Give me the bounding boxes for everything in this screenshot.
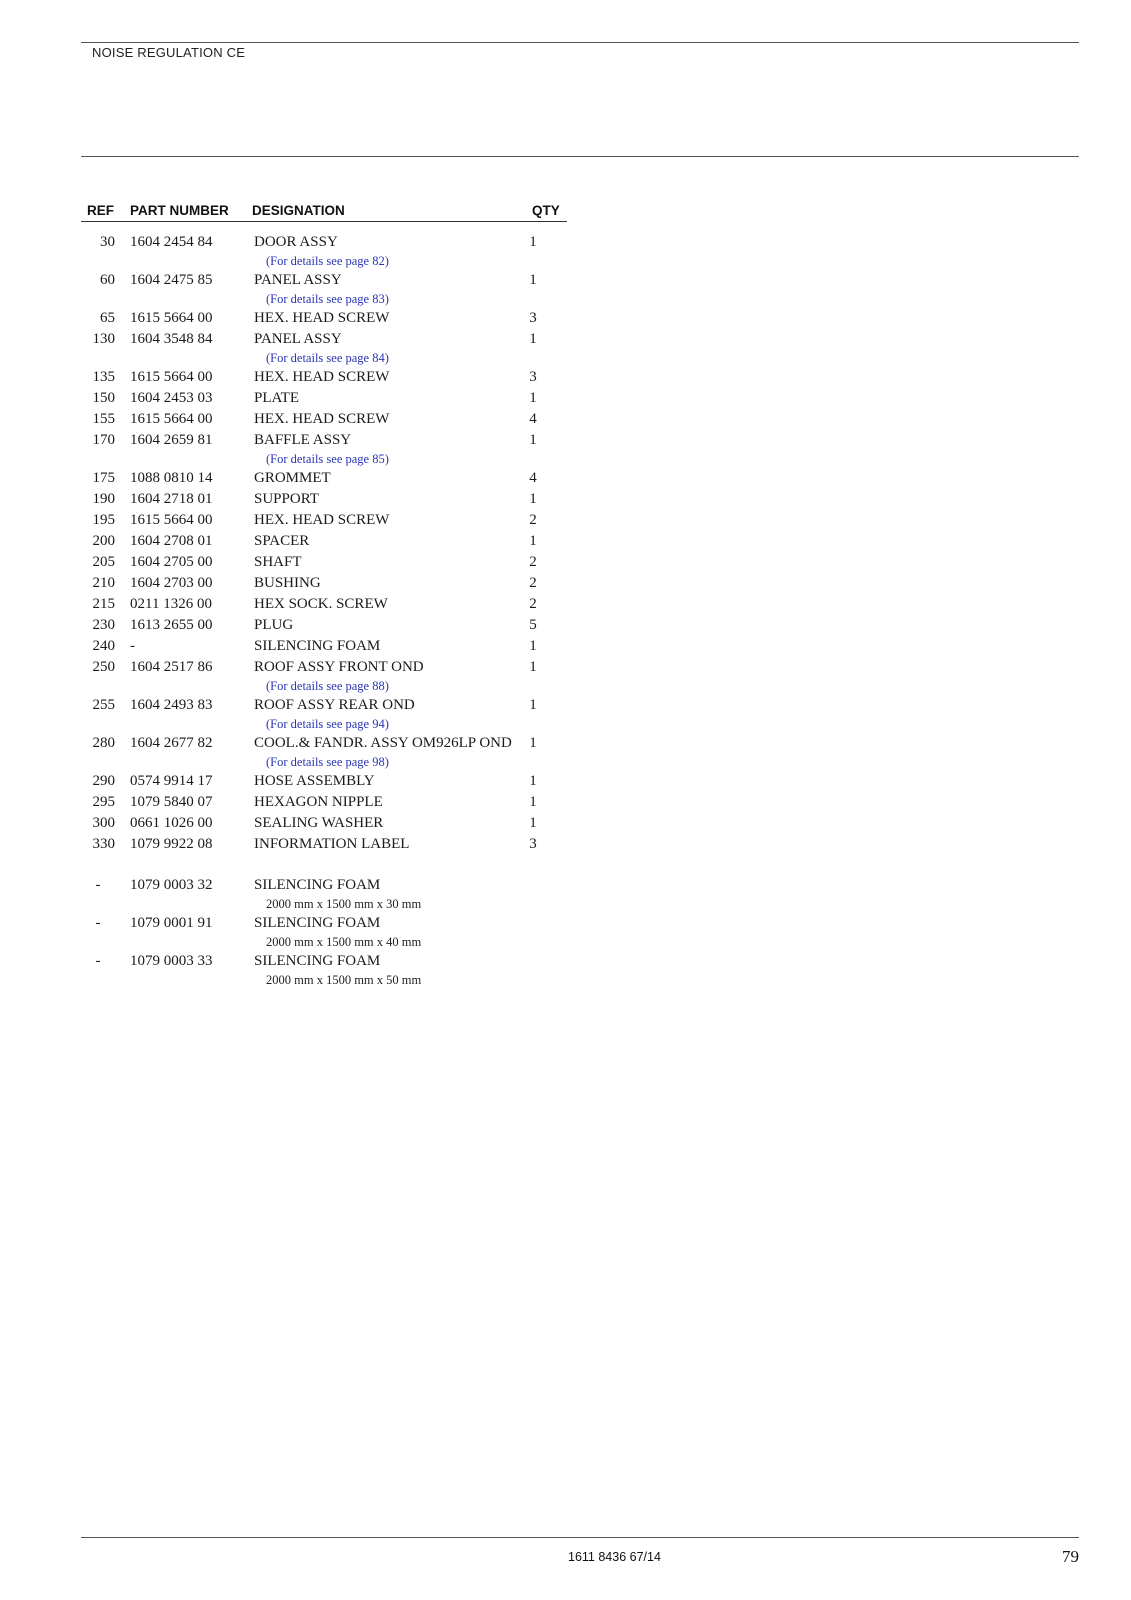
table-row: [81, 552, 571, 573]
qty-cell: 3: [529, 369, 537, 385]
qty-cell: 1: [529, 272, 537, 288]
ref-cell: 215: [92, 596, 115, 612]
table-row: [81, 771, 571, 792]
ref-cell: -: [95, 877, 101, 893]
designation-cell: HEX. HEAD SCREW: [254, 411, 390, 427]
dimension-spec: [81, 896, 571, 913]
part-number-cell: 1088 0810 14: [130, 470, 213, 486]
designation-cell: BAFFLE ASSY: [254, 432, 352, 448]
details-reference-text: (For details see page 82): [266, 254, 389, 268]
designation-cell: SILENCING FOAM: [254, 953, 381, 969]
table-row: [81, 594, 571, 615]
details-reference[interactable]: [81, 291, 571, 308]
designation-cell: HOSE ASSEMBLY: [254, 773, 375, 789]
ref-cell: 170: [92, 432, 115, 448]
qty-cell: 1: [529, 533, 537, 549]
qty-cell: 1: [529, 638, 537, 654]
part-number-cell: -: [130, 638, 135, 654]
part-number-cell: 1604 2475 85: [130, 272, 213, 288]
ref-cell: 60: [100, 272, 115, 288]
qty-cell: 1: [529, 697, 537, 713]
document-number: 1611 8436 67/14: [568, 1550, 661, 1564]
details-reference-text: (For details see page 88): [266, 679, 389, 693]
part-number-cell: 1615 5664 00: [130, 310, 213, 326]
qty-cell: 1: [529, 390, 537, 406]
column-header-designation: DESIGNATION: [252, 203, 345, 218]
section-title: NOISE REGULATION CE: [92, 45, 246, 60]
designation-cell: SILENCING FOAM: [254, 638, 381, 654]
part-number-cell: 1604 2454 84: [130, 234, 213, 250]
part-number-cell: 1079 5840 07: [130, 794, 213, 810]
ref-cell: 135: [92, 369, 115, 385]
designation-cell: SUPPORT: [254, 491, 319, 507]
details-reference[interactable]: [81, 451, 571, 468]
dimension-spec: [81, 972, 571, 989]
table-row: [81, 615, 571, 636]
table-row: [81, 875, 571, 896]
ref-cell: 200: [92, 533, 115, 549]
ref-cell: 300: [92, 815, 115, 831]
designation-cell: HEX. HEAD SCREW: [254, 369, 390, 385]
designation-cell: GROMMET: [254, 470, 331, 486]
table-row: [81, 792, 571, 813]
qty-cell: 1: [529, 234, 537, 250]
qty-cell: 3: [529, 310, 537, 326]
dimension-spec: [81, 934, 571, 951]
qty-cell: 1: [529, 735, 537, 751]
table-row: [81, 489, 571, 510]
ref-cell: 280: [92, 735, 115, 751]
part-number-cell: 1604 3548 84: [130, 331, 213, 347]
part-number-cell: 1604 2708 01: [130, 533, 213, 549]
header-rule: [81, 42, 1079, 43]
ref-cell: 240: [92, 638, 115, 654]
footer-rule: [81, 1537, 1079, 1538]
designation-cell: SILENCING FOAM: [254, 877, 381, 893]
table-row: [81, 409, 571, 430]
qty-cell: 1: [529, 773, 537, 789]
page-number: 79: [1062, 1547, 1079, 1566]
table-row: [81, 531, 571, 552]
table-row: [81, 430, 571, 451]
section-divider: [81, 156, 1079, 157]
details-reference[interactable]: [81, 253, 571, 270]
details-reference-text: (For details see page 94): [266, 717, 389, 731]
designation-cell: SPACER: [254, 533, 310, 549]
table-row: [81, 308, 571, 329]
ref-cell: -: [95, 953, 101, 969]
details-reference-text: (For details see page 98): [266, 755, 389, 769]
part-number-cell: 1079 9922 08: [130, 836, 213, 852]
parts-table-header: [81, 203, 567, 222]
qty-cell: 2: [529, 512, 537, 528]
table-row: [81, 329, 571, 350]
part-number-cell: 1604 2677 82: [130, 735, 213, 751]
part-number-cell: 1604 2453 03: [130, 390, 213, 406]
qty-cell: 3: [529, 836, 537, 852]
ref-cell: 175: [92, 470, 115, 486]
ref-cell: 230: [92, 617, 115, 633]
designation-cell: INFORMATION LABEL: [254, 836, 410, 852]
ref-cell: 290: [92, 773, 115, 789]
dimension-spec-text: 2000 mm x 1500 mm x 30 mm: [266, 897, 422, 911]
parts-table-body: [81, 232, 571, 989]
designation-cell: PANEL ASSY: [254, 331, 342, 347]
table-row: [81, 573, 571, 594]
part-number-cell: 1604 2659 81: [130, 432, 213, 448]
row-gap: [81, 855, 571, 875]
details-reference[interactable]: [81, 350, 571, 367]
table-row: [81, 913, 571, 934]
ref-cell: 65: [100, 310, 115, 326]
part-number-cell: 1615 5664 00: [130, 512, 213, 528]
qty-cell: 4: [529, 470, 537, 486]
qty-cell: 1: [529, 491, 537, 507]
designation-cell: HEXAGON NIPPLE: [254, 794, 383, 810]
qty-cell: 2: [529, 596, 537, 612]
table-row: [81, 636, 571, 657]
column-header-qty: QTY: [532, 203, 560, 218]
part-number-cell: 1604 2718 01: [130, 491, 213, 507]
designation-cell: SEALING WASHER: [254, 815, 384, 831]
designation-cell: PANEL ASSY: [254, 272, 342, 288]
dimension-spec-text: 2000 mm x 1500 mm x 50 mm: [266, 973, 422, 987]
designation-cell: HEX. HEAD SCREW: [254, 310, 390, 326]
table-row: [81, 657, 571, 678]
details-reference[interactable]: [81, 754, 571, 771]
designation-cell: SHAFT: [254, 554, 302, 570]
details-reference-text: (For details see page 85): [266, 452, 389, 466]
column-header-part-number: PART NUMBER: [130, 203, 229, 218]
dimension-spec-text: 2000 mm x 1500 mm x 40 mm: [266, 935, 422, 949]
details-reference-text: (For details see page 83): [266, 292, 389, 306]
part-number-cell: 0661 1026 00: [130, 815, 213, 831]
qty-cell: 5: [529, 617, 537, 633]
qty-cell: 1: [529, 659, 537, 675]
column-header-ref: REF: [87, 203, 114, 218]
designation-cell: ROOF ASSY REAR OND: [254, 697, 415, 713]
ref-cell: 205: [92, 554, 115, 570]
ref-cell: 30: [100, 234, 115, 250]
ref-cell: 210: [92, 575, 115, 591]
designation-cell: PLATE: [254, 390, 299, 406]
ref-cell: 250: [92, 659, 115, 675]
table-row: [81, 367, 571, 388]
part-number-cell: 1604 2705 00: [130, 554, 213, 570]
designation-cell: ROOF ASSY FRONT OND: [254, 659, 424, 675]
part-number-cell: 1615 5664 00: [130, 411, 213, 427]
table-row: [81, 232, 571, 253]
designation-cell: PLUG: [254, 617, 294, 633]
part-number-cell: 0574 9914 17: [130, 773, 213, 789]
ref-cell: 150: [92, 390, 115, 406]
part-number-cell: 1079 0003 32: [130, 877, 213, 893]
part-number-cell: 1079 0001 91: [130, 915, 213, 931]
ref-cell: 195: [92, 512, 115, 528]
qty-cell: 1: [529, 794, 537, 810]
qty-cell: 4: [529, 411, 537, 427]
designation-cell: BUSHING: [254, 575, 321, 591]
part-number-cell: 1604 2493 83: [130, 697, 213, 713]
ref-cell: 295: [92, 794, 115, 810]
qty-cell: 1: [529, 432, 537, 448]
table-row: [81, 695, 571, 716]
table-row: [81, 468, 571, 489]
details-reference[interactable]: [81, 678, 571, 695]
qty-cell: 1: [529, 815, 537, 831]
designation-cell: COOL.& FANDR. ASSY OM926LP OND: [254, 735, 512, 751]
table-row: [81, 834, 571, 855]
qty-cell: 2: [529, 554, 537, 570]
table-row: [81, 510, 571, 531]
part-number-cell: 1613 2655 00: [130, 617, 213, 633]
designation-cell: HEX SOCK. SCREW: [254, 596, 388, 612]
part-number-cell: 1615 5664 00: [130, 369, 213, 385]
part-number-cell: 1604 2703 00: [130, 575, 213, 591]
details-reference-text: (For details see page 84): [266, 351, 389, 365]
table-row: [81, 813, 571, 834]
ref-cell: 155: [92, 411, 115, 427]
ref-cell: -: [95, 915, 101, 931]
table-row: [81, 388, 571, 409]
details-reference[interactable]: [81, 716, 571, 733]
ref-cell: 190: [92, 491, 115, 507]
ref-cell: 255: [92, 697, 115, 713]
qty-cell: 1: [529, 331, 537, 347]
designation-cell: DOOR ASSY: [254, 234, 338, 250]
qty-cell: 2: [529, 575, 537, 591]
designation-cell: HEX. HEAD SCREW: [254, 512, 390, 528]
table-row: [81, 733, 571, 754]
part-number-cell: 1604 2517 86: [130, 659, 213, 675]
designation-cell: SILENCING FOAM: [254, 915, 381, 931]
ref-cell: 330: [92, 836, 115, 852]
part-number-cell: 0211 1326 00: [130, 596, 212, 612]
part-number-cell: 1079 0003 33: [130, 953, 213, 969]
ref-cell: 130: [92, 331, 115, 347]
table-row: [81, 270, 571, 291]
table-row: [81, 951, 571, 972]
